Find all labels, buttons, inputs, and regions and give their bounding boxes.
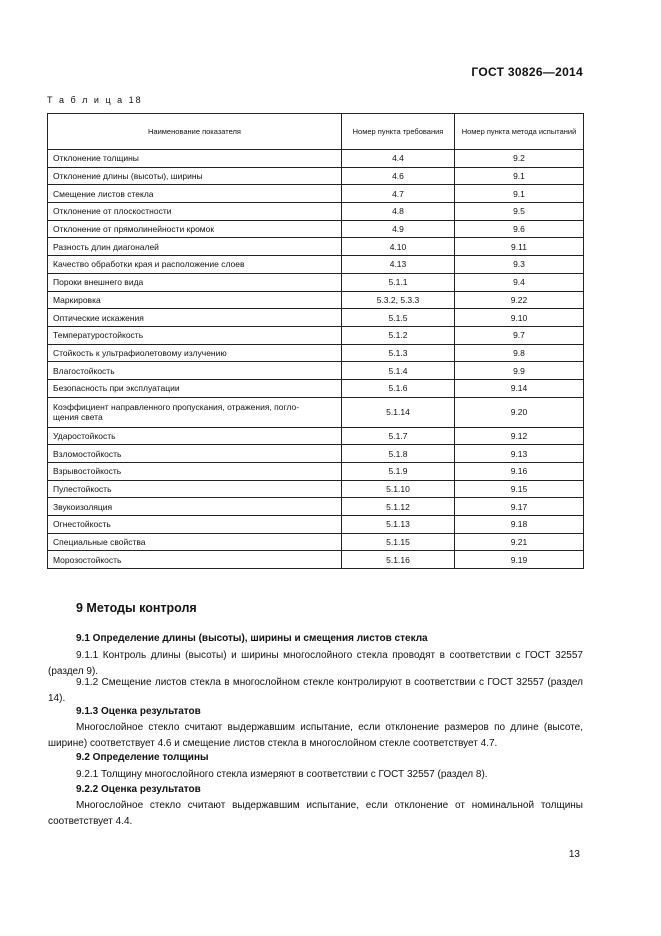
- cell-indicator-name: Стойкость к ультрафиолетовому излучению: [48, 344, 342, 362]
- cell-indicator-name: Пороки внешнего вида: [48, 273, 342, 291]
- cell-indicator-name: Морозостойкость: [48, 551, 342, 569]
- cell-method-clause: 9.19: [455, 551, 584, 569]
- cell-indicator-name: Коэффициент направленного пропускания, отражения, погло- щения света: [48, 397, 342, 427]
- cell-indicator-name: Пулестойкость: [48, 480, 342, 498]
- page-number: 13: [568, 849, 580, 860]
- cell-requirement-clause: 5.1.16: [342, 551, 455, 569]
- section-title: 9 Методы контроля: [76, 601, 197, 615]
- table-row: [48, 203, 584, 221]
- cell-requirement-clause: 4.8: [342, 203, 455, 221]
- table-row: [48, 326, 584, 344]
- table-row: [48, 344, 584, 362]
- cell-method-clause: 9.8: [455, 344, 584, 362]
- cell-requirement-clause: 5.1.9: [342, 463, 455, 481]
- cell-indicator-name: Специальные свойства: [48, 533, 342, 551]
- table-row: [48, 498, 584, 516]
- cell-requirement-clause: 4.6: [342, 167, 455, 185]
- cell-method-clause: 9.6: [455, 220, 584, 238]
- cell-requirement-clause: 5.1.3: [342, 344, 455, 362]
- cell-requirement-clause: 5.1.2: [342, 326, 455, 344]
- cell-requirement-clause: 4.13: [342, 256, 455, 274]
- cell-method-clause: 9.10: [455, 309, 584, 327]
- cell-requirement-clause: 5.1.10: [342, 480, 455, 498]
- column-header-requirement: Номер пункта требования: [342, 114, 455, 150]
- cell-requirement-clause: 5.1.5: [342, 309, 455, 327]
- paragraph-9-1-2: 9.1.2 Смещение листов стекла в многослойном стекле контролируют в соответствии с ГОСТ 32557 (раздел 14).: [48, 677, 583, 704]
- cell-method-clause: 9.3: [455, 256, 584, 274]
- table-caption: Т а б л и ц а 18: [47, 95, 143, 105]
- cell-indicator-name: Качество обработки края и расположение слоев: [48, 256, 342, 274]
- subsection-9-2-title: 9.2 Определение толщины: [76, 752, 209, 763]
- cell-indicator-name: Отклонение от прямолинейности кромок: [48, 220, 342, 238]
- cell-requirement-clause: 4.4: [342, 150, 455, 168]
- cell-indicator-name: Взломостойкость: [48, 445, 342, 463]
- table-row: [48, 445, 584, 463]
- table-row: [48, 480, 584, 498]
- table-row: [48, 362, 584, 380]
- cell-method-clause: 9.16: [455, 463, 584, 481]
- indicators-table: [47, 113, 584, 569]
- cell-requirement-clause: 4.7: [342, 185, 455, 203]
- cell-indicator-name: Оптические искажения: [48, 309, 342, 327]
- cell-indicator-name: Отклонение толщины: [48, 150, 342, 168]
- paragraph-9-2-1: 9.2.1 Толщину многослойного стекла измеряют в соответствии с ГОСТ 32557 (раздел 8).: [76, 769, 488, 780]
- cell-method-clause: 9.12: [455, 427, 584, 445]
- cell-requirement-clause: 5.1.7: [342, 427, 455, 445]
- cell-indicator-name: Влагостойкость: [48, 362, 342, 380]
- cell-method-clause: 9.15: [455, 480, 584, 498]
- cell-method-clause: 9.13: [455, 445, 584, 463]
- cell-indicator-name: Разность длин диагоналей: [48, 238, 342, 256]
- cell-requirement-clause: 5.1.6: [342, 379, 455, 397]
- cell-indicator-name: Смещение листов стекла: [48, 185, 342, 203]
- cell-indicator-name: Звукоизоляция: [48, 498, 342, 516]
- column-header-method: Номер пункта метода испытаний: [455, 114, 584, 150]
- cell-indicator-name: Отклонение от плоскостности: [48, 203, 342, 221]
- table-row: [48, 427, 584, 445]
- cell-method-clause: 9.1: [455, 185, 584, 203]
- subsection-9-1-3-title: 9.1.3 Оценка результатов: [76, 706, 201, 717]
- cell-method-clause: 9.21: [455, 533, 584, 551]
- cell-requirement-clause: 5.3.2, 5.3.3: [342, 291, 455, 309]
- cell-requirement-clause: 5.1.1: [342, 273, 455, 291]
- table-header-row: [48, 114, 584, 150]
- table-row: [48, 551, 584, 569]
- cell-indicator-name: Взрывостойкость: [48, 463, 342, 481]
- cell-indicator-name: Отклонение длины (высоты), ширины: [48, 167, 342, 185]
- table-row: [48, 379, 584, 397]
- subsection-9-1-title: 9.1 Определение длины (высоты), ширины и смещения листов стекла: [76, 633, 428, 644]
- table-row: [48, 167, 584, 185]
- cell-requirement-clause: 5.1.4: [342, 362, 455, 380]
- paragraph-9-2-2: Многослойное стекло считают выдержавшим испытание, если отклонение от номинальной толщины соответствует 4.4.: [48, 800, 583, 827]
- table-row: [48, 309, 584, 327]
- cell-indicator-name: Температуростойкость: [48, 326, 342, 344]
- cell-method-clause: 9.18: [455, 516, 584, 534]
- table-row: [48, 150, 584, 168]
- table-row: [48, 238, 584, 256]
- paragraph-9-1-1: 9.1.1 Контроль длины (высоты) и ширины многослойного стекла проводят в соответствии с ГОСТ 32557 (раздел 9).: [48, 650, 583, 677]
- cell-method-clause: 9.14: [455, 379, 584, 397]
- document-code: ГОСТ 30826—2014: [471, 65, 583, 79]
- table-row: [48, 397, 584, 427]
- subsection-9-2-2-title: 9.2.2 Оценка результатов: [76, 784, 201, 795]
- table-row: [48, 291, 584, 309]
- table-row: [48, 273, 584, 291]
- paragraph-9-1-3: Многослойное стекло считают выдержавшим испытание, если отклонение размеров по длине (высоте, ширине) соответствует 4.6 и смещение листов стекла в многослойном стекле соответствует 4.7.: [48, 722, 583, 749]
- table-row: [48, 516, 584, 534]
- cell-requirement-clause: 4.9: [342, 220, 455, 238]
- cell-method-clause: 9.4: [455, 273, 584, 291]
- cell-indicator-name: Безопасность при эксплуатации: [48, 379, 342, 397]
- cell-method-clause: 9.20: [455, 397, 584, 427]
- cell-indicator-name: Маркировка: [48, 291, 342, 309]
- cell-method-clause: 9.1: [455, 167, 584, 185]
- table-row: [48, 463, 584, 481]
- cell-requirement-clause: 4.10: [342, 238, 455, 256]
- table-row: [48, 533, 584, 551]
- cell-requirement-clause: 5.1.14: [342, 397, 455, 427]
- table-row: [48, 185, 584, 203]
- column-header-name: Наименование показателя: [48, 114, 342, 150]
- cell-method-clause: 9.9: [455, 362, 584, 380]
- cell-indicator-name: Огнестойкость: [48, 516, 342, 534]
- cell-requirement-clause: 5.1.12: [342, 498, 455, 516]
- cell-indicator-name: Ударостойкость: [48, 427, 342, 445]
- table-row: [48, 220, 584, 238]
- cell-method-clause: 9.11: [455, 238, 584, 256]
- cell-requirement-clause: 5.1.8: [342, 445, 455, 463]
- cell-method-clause: 9.22: [455, 291, 584, 309]
- table-row: [48, 256, 584, 274]
- cell-requirement-clause: 5.1.15: [342, 533, 455, 551]
- cell-method-clause: 9.5: [455, 203, 584, 221]
- cell-method-clause: 9.7: [455, 326, 584, 344]
- cell-method-clause: 9.2: [455, 150, 584, 168]
- cell-method-clause: 9.17: [455, 498, 584, 516]
- cell-requirement-clause: 5.1.13: [342, 516, 455, 534]
